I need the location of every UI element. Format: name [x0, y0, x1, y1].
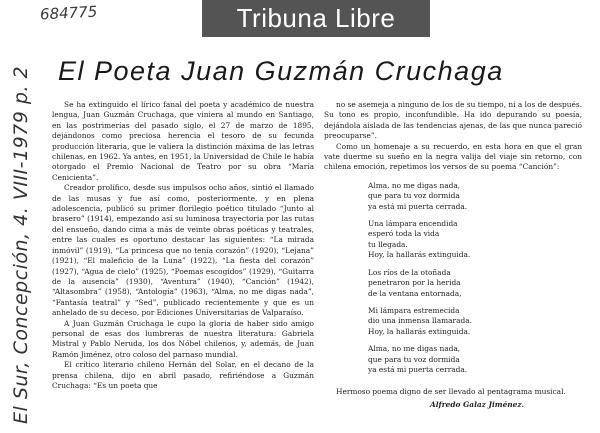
section-banner [202, 0, 430, 37]
poem-line: Hoy, la hallarás extinguida. [368, 250, 471, 260]
paragraph: no se asemeja a ninguno de los de su tiempo, ni a los de después. Su tono es propio, inconfundible. Ha ido depurando su poesía, dejándola aislada de las tendencias ajenas, de las que nunca pareció preocuparse”. [324, 100, 582, 141]
poem-stanza [368, 219, 582, 261]
paragraph: Se ha extinguido el lírico fanal del poeta y académico de nuestra lengua, Juan Guzmán Cruchaga, que viniera al mundo en Santiago, en las postrimerías del pasado siglo, el 27 de marzo de 1895, dejándonos como preciosa herencia el tesoro de su fecunda producción literaria, que le valiera la distinción máxima de las letras chilenas, en 1962. Ya antes, en 1951, la Universidad de Chile le había otorgado el Premio Nacional de Teatro por su obra “María Cenicienta”. [52, 100, 314, 182]
paragraph: Creador prolífico, desde sus impulsos ocho años, sintió el llamado de las musas y fue así como, posteriormente, y en plena adolescencia, publicó su primer florilegio poético titulado “Junto al brasero” (1914), empezando así su luminosa trayectoria por las rutas del ensueño, dando cima a más de veinte obras poéticas y teatrales, entre las cuales es oportuno destacar las siguientes: “La mirada inmóvil” (1919), “La princesa que no tenía corazón” (1920), “Lejana” (1921), “El maleficio de la Luna” (1922), “La fiesta del corazón” (1927), “Agua de cielo” (1925), “Poemas escogidos” (1929), “Guitarra de la ausencia” (1930), “Aventura” (1940), “Canción” (1942), “Altasombra” (1958), “Antología” (1963), “Alma, no me digas nada”, “Fantasía teatral” y “Sed”, publicado recientemente y que es un anhelado de su deceso, por Ediciones Universitarias de Valparaíso. [52, 183, 314, 318]
poem-line: de la ventana entornada, [368, 288, 462, 298]
handwritten-margin-note [0, 0, 36, 433]
article-column-right [324, 100, 582, 398]
closing-paragraph: Hermoso poema digno de ser llevado al pentagrama musical. [336, 387, 566, 397]
paragraph: A Juan Guzmán Cruchaga le cupo la gloria de haber sido amigo personal de esas dos lumbreras de nuestra literatura: Gabriela Mistral y Pablo Neruda, los dos Nóbel chilenos, y, además, de Juan Ramón Jiménez, otro coloso del parnaso mundial. [52, 318, 314, 359]
article-headline: El Poeta Juan Guzmán Cruchaga [58, 56, 504, 86]
poem-line: esperó toda la vida [368, 229, 440, 239]
paragraph: El crítico literario chileno Hernán del Solar, en el decano de la prensa chilena, dijo en abril pasado, refiriéndose a Guzmán Cruchaga: “Es un poeta que [52, 360, 314, 390]
poem-line: Los ríos de la otoñada [368, 267, 451, 277]
poem-cancion [368, 181, 582, 376]
poem-stanza [368, 268, 582, 299]
poem-line: que para tu voz dormida [368, 191, 460, 201]
poem-line: que para tu voz dormida [368, 354, 460, 364]
poem-line: Alma, no me digas nada, [368, 344, 461, 354]
poem-stanza [368, 306, 582, 337]
poem-stanza [368, 181, 582, 212]
poem-line: ya está mi puerta cerrada. [368, 201, 468, 211]
handwritten-reference-number: 684775 [39, 2, 98, 24]
poem-line: penetraron por la herida [368, 278, 461, 288]
poem-stanza [368, 344, 582, 375]
poem-line: ya está mi puerta cerrada. [368, 364, 468, 374]
poem-line: tu llegada. [368, 239, 408, 249]
poem-line: Hoy, la hallarás extinguida. [368, 326, 471, 336]
paragraph: Como un homenaje a su recuerdo, en esta hora en que el gran vate duerme su sueño en la negra valija del viaje sin retorno, con chilena emoción, repetimos los versos de su poema “Canción”: [324, 141, 582, 172]
poem-line: Alma, no me digas nada, [368, 180, 461, 190]
poem-line: dio una inmensa llamarada. [368, 316, 472, 326]
poem-line: Una lámpara encendida [368, 219, 458, 229]
margin-note-text: El Sur, Concepción, 4. VIII-1979 p. 2 [10, 65, 32, 424]
author-signature: Alfredo Galaz Jiménez. [430, 400, 525, 409]
section-title: Tribuna Libre [236, 3, 396, 33]
article-column-left [52, 100, 314, 391]
poem-line: Mi lámpara estremecida [368, 305, 460, 315]
